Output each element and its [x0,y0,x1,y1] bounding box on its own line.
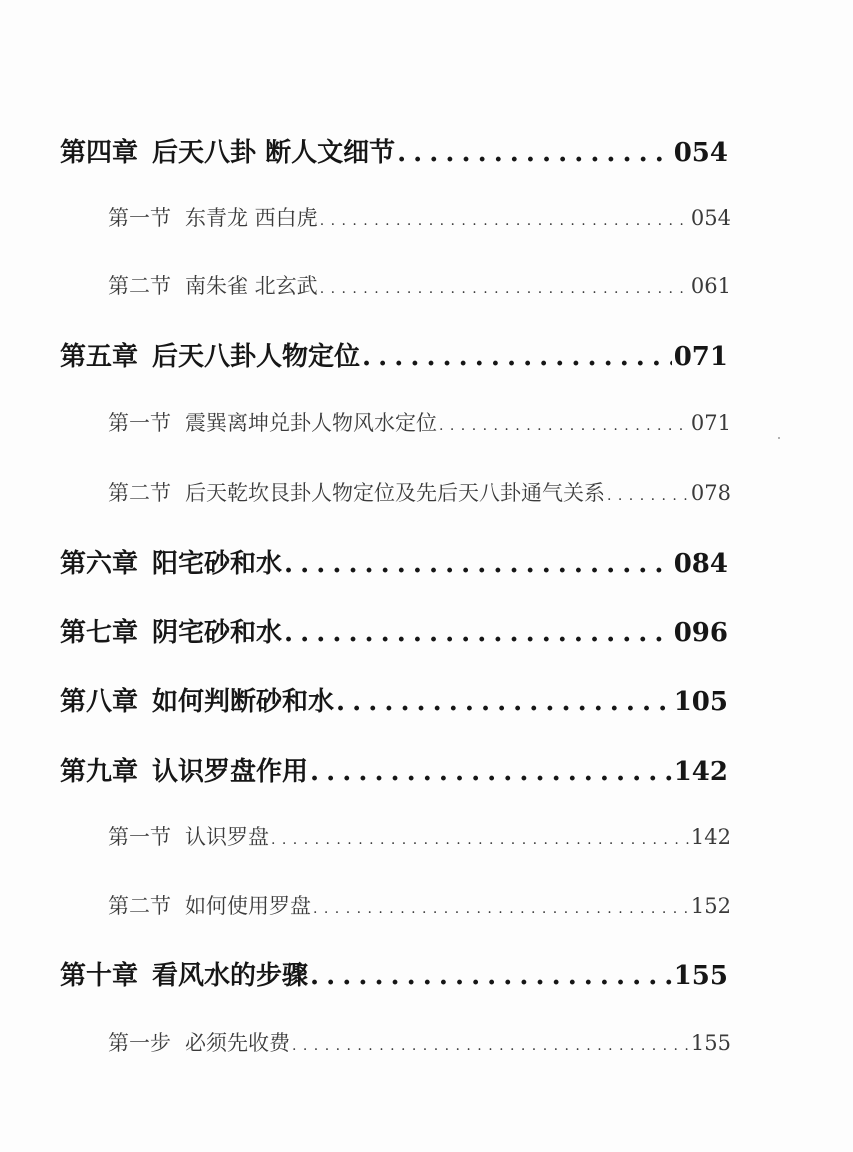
toc-chapter-6 [60,543,728,580]
toc-section [108,821,731,851]
section-title: 认识罗盘 [185,825,269,849]
chapter-number: 第九章 [60,757,139,787]
toc-label [60,751,308,788]
page-number: 071 [690,411,731,435]
chapter-number: 第十章 [60,961,139,991]
page-number: 061 [690,274,731,298]
toc-chapter-10 [60,955,728,992]
toc-label [108,821,269,851]
dot-leader [292,1031,689,1055]
chapter-title: 阳宅砂和水 [152,549,283,579]
section-title: 东青龙 西白虎 [185,206,318,230]
page-number: 078 [690,481,731,505]
page-number: 155 [673,961,728,991]
dot-leader [439,411,689,435]
dot-leader [336,687,672,717]
dot-leader [313,894,689,918]
page-number: 155 [690,1031,731,1055]
toc-label [60,955,308,992]
chapter-title: 看风水的步骤 [152,961,309,991]
toc-label [108,890,311,920]
chapter-number: 第六章 [60,549,139,579]
toc-label [108,270,318,300]
toc-label [108,202,318,232]
dot-leader [310,961,672,991]
toc-chapter-5 [60,336,728,373]
chapter-number: 第五章 [60,342,139,372]
section-title: 南朱雀 北玄武 [185,274,318,298]
dot-leader [362,342,672,372]
section-title: 震巽离坤兑卦人物风水定位 [185,411,437,435]
page-number: 054 [690,206,731,230]
section-number: 第二节 [108,274,171,298]
section-title: 如何使用罗盘 [185,894,311,918]
toc-section [108,1027,731,1057]
section-number: 第二节 [108,481,171,505]
toc-label [108,1027,290,1057]
toc-label [108,407,437,437]
dot-leader [310,757,672,787]
chapter-title: 如何判断砂和水 [152,687,335,717]
section-title: 后天乾坎艮卦人物定位及先后天八卦通气关系 [185,481,605,505]
toc-chapter-4 [60,132,728,169]
section-title: 必须先收费 [185,1031,290,1055]
page-number: 142 [673,757,728,787]
toc-chapter-7 [60,612,728,649]
chapter-title: 阴宅砂和水 [152,618,283,648]
chapter-number: 第七章 [60,618,139,648]
scan-speck [778,437,780,439]
page-number: 071 [673,342,728,372]
toc-section [108,407,731,437]
page-number: 054 [673,138,728,168]
dot-leader [320,274,689,298]
toc-chapter-8 [60,681,728,718]
chapter-title: 后天八卦 断人文细节 [152,138,396,168]
page-number: 142 [690,825,731,849]
page-number: 152 [690,894,731,918]
chapter-title: 认识罗盘作用 [152,757,309,787]
toc-label [108,477,605,507]
toc-label [60,612,282,649]
chapter-number: 第四章 [60,138,139,168]
toc-section [108,890,731,920]
toc-section [108,270,731,300]
page-number: 096 [673,618,728,648]
section-number: 第一节 [108,825,171,849]
toc-label [60,336,360,373]
dot-leader [607,481,689,505]
page-number: 084 [673,549,728,579]
toc-chapter-9 [60,751,728,788]
dot-leader [284,549,672,579]
dot-leader [284,618,672,648]
chapter-title: 后天八卦人物定位 [152,342,361,372]
toc-label [60,681,334,718]
page-number: 105 [673,687,728,717]
section-number: 第一节 [108,206,171,230]
toc-label [60,132,395,169]
section-number: 第二节 [108,894,171,918]
dot-leader [271,825,689,849]
section-number: 第一步 [108,1031,171,1055]
toc-section [108,202,731,232]
toc-section [108,477,731,507]
section-number: 第一节 [108,411,171,435]
toc-label [60,543,282,580]
dot-leader [397,138,672,168]
dot-leader [320,206,689,230]
chapter-number: 第八章 [60,687,139,717]
